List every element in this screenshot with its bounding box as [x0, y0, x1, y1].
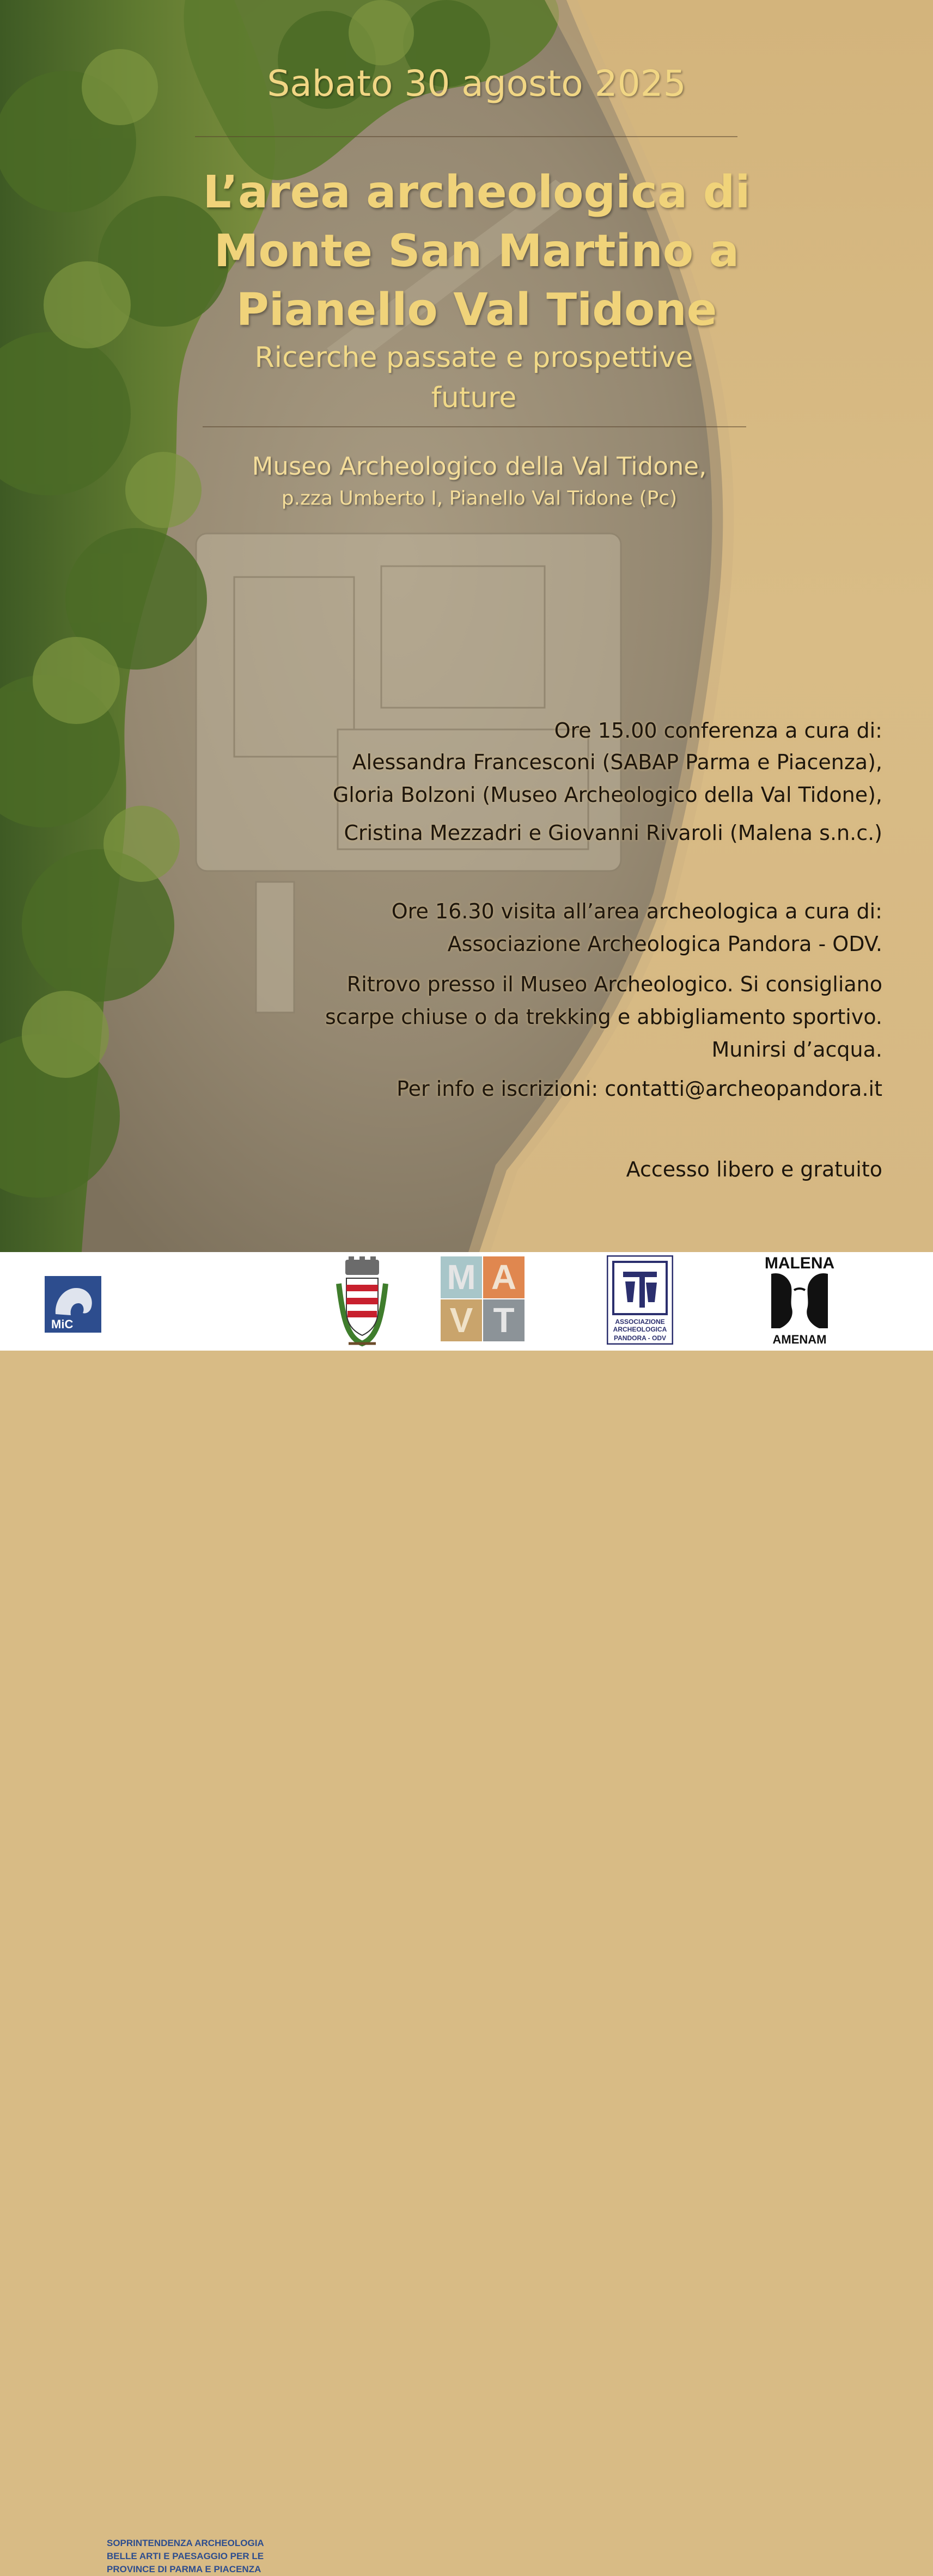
mavt-letter: A: [483, 1256, 525, 1298]
speaker-3: Cristina Mezzadri e Giovanni Rivaroli (Malena s.n.c.): [344, 821, 882, 845]
meeting-line: Munirsi d’acqua.: [711, 1038, 882, 1062]
event-date: Sabato 30 agosto 2025: [267, 63, 686, 105]
mavt-letter: V: [441, 1299, 482, 1341]
mavt-letter: T: [483, 1299, 525, 1341]
meeting-line: Ritrovo presso il Museo Archeologico. Si consigliano: [346, 972, 882, 996]
conference-heading: Ore 15.00 conferenza a cura di:: [554, 719, 882, 743]
title-line: L’area archeologica di: [203, 167, 751, 218]
venue-address: p.zza Umberto I, Pianello Val Tidone (Pc): [281, 487, 678, 510]
subtitle-line: future: [431, 382, 517, 414]
sabap-name: [107, 2537, 303, 2576]
malena-bottom: AMENAM: [772, 1333, 827, 1346]
footer-logos: [0, 1252, 933, 2574]
visit-heading: Ore 16.30 visita all’area archeologica a cura di:: [391, 899, 882, 923]
divider-bottom: [203, 426, 746, 427]
title-line: Pianello Val Tidone: [236, 284, 717, 336]
pandora-line: ASSOCIAZIONE: [615, 1318, 665, 1326]
text-layer: [0, 0, 933, 1252]
venue-name: Museo Archeologico della Val Tidone,: [252, 452, 707, 481]
visit-organizer: Associazione Archeologica Pandora - ODV.: [447, 932, 882, 956]
access-note: Accesso libero e gratuito: [626, 1157, 882, 1181]
meeting-line: scarpe chiuse o da trekking e abbigliamento sportivo.: [325, 1005, 882, 1029]
mic-logo: [45, 1276, 101, 1333]
sabap-line: BELLE ARTI E PAESAGGIO PER LE: [107, 2551, 264, 2561]
event-subtitle: [212, 338, 735, 418]
sabap-line: SOPRINTENDENZA ARCHEOLOGIA: [107, 2538, 264, 2548]
info-contact: Per info e iscrizioni: contatti@archeopandora.it: [397, 1077, 882, 1101]
malena-top: MALENA: [764, 1254, 835, 1272]
pandora-line: ARCHEOLOGICA: [613, 1326, 667, 1333]
subtitle-line: Ricerche passate e prospettive: [254, 341, 693, 374]
mavt-letter: M: [441, 1256, 482, 1298]
mic-label: MiC: [51, 1317, 74, 1331]
sabap-line: PROVINCE DI PARMA E PIACENZA: [107, 2564, 261, 2574]
pandora-line: PANDORA - ODV: [614, 1334, 666, 1342]
event-title: [163, 163, 790, 340]
speaker-2: Gloria Bolzoni (Museo Archeologico della Val Tidone),: [332, 783, 882, 807]
municipal-coat-of-arms: [327, 1256, 398, 1349]
divider-top: [195, 136, 737, 137]
title-line: Monte San Martino a: [214, 225, 740, 277]
speaker-1: Alessandra Francesconi (SABAP Parma e Piacenza),: [352, 750, 882, 774]
malena-logo: [764, 1252, 836, 1348]
mavt-logo: [441, 1256, 525, 1341]
pandora-logo: [607, 1255, 673, 1345]
poster: [0, 0, 933, 1252]
